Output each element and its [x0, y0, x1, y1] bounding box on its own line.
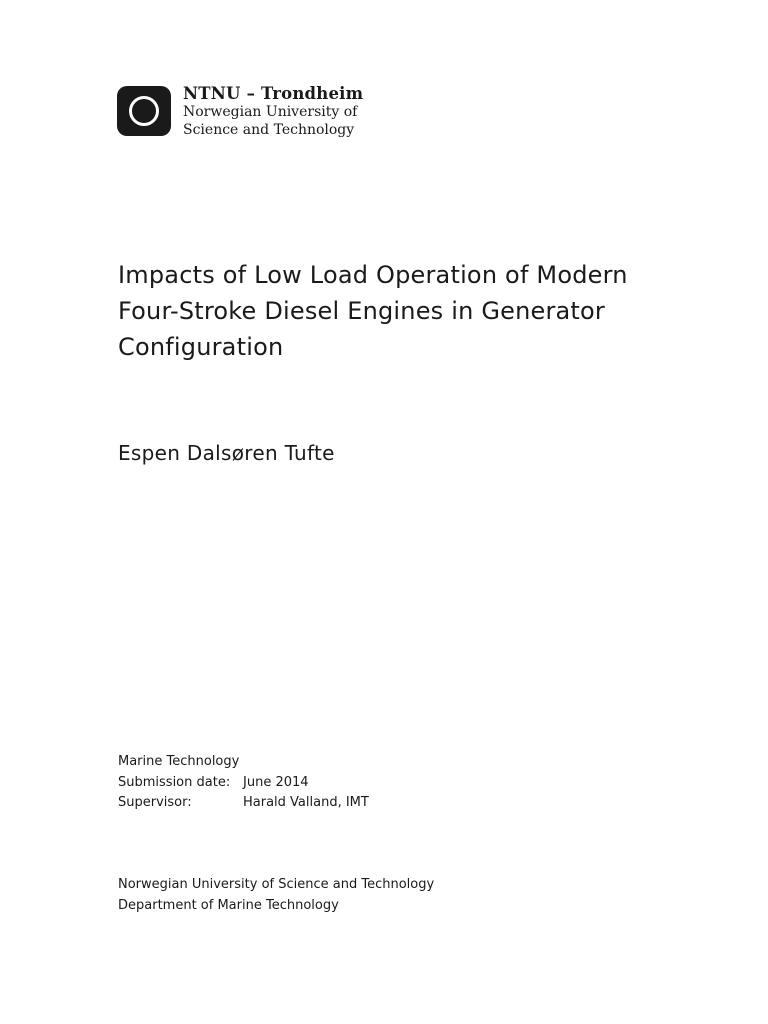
institution-name: Norwegian University of Science and Technology [118, 877, 435, 892]
logo-line-3: Science and Technology [183, 122, 355, 138]
ntnu-logo-mark [117, 86, 171, 136]
ntnu-logo-text [183, 84, 363, 139]
logo-line-1: NTNU – Trondheim [183, 84, 364, 103]
department-name: Department of Marine Technology [118, 897, 339, 913]
supervisor-value: Harald Valland, IMT [243, 795, 369, 810]
submission-label: Submission date: [118, 774, 231, 790]
logo-line-2: Norwegian University of [183, 104, 358, 120]
title-line-2: Four-Stroke Diesel Engines in Generator [118, 297, 605, 325]
thesis-metadata [118, 752, 369, 814]
thesis-title [118, 257, 678, 365]
title-line-1: Impacts of Low Load Operation of Modern [118, 261, 628, 289]
submission-value: June 2014 [243, 774, 309, 790]
logo-ring-icon [129, 96, 159, 126]
title-line-3: Configuration [118, 333, 284, 361]
institution-block [118, 875, 434, 916]
author-name: Espen Dalsøren Tufte [118, 441, 335, 465]
submission-row [118, 773, 369, 794]
program-name: Marine Technology [118, 754, 240, 769]
supervisor-label: Supervisor: [118, 795, 192, 810]
supervisor-row [118, 793, 369, 814]
